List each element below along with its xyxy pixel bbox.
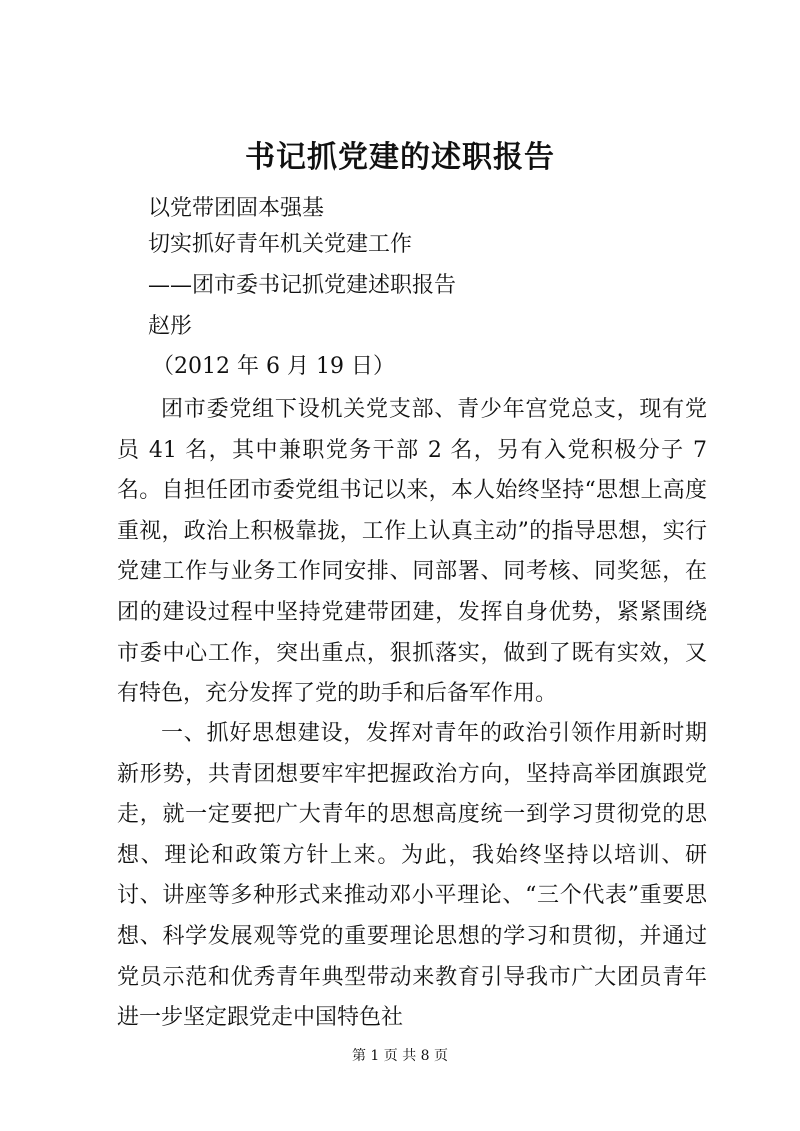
body-paragraph-2: 一、抓好思想建设，发挥对青年的政治引领作用新时期新形势，共青团想要牢牢把握政治方向，坚持高举团旗跟党走，就一定要把广大青年的思想高度统一到学习贯彻党的思想、理论和政策方针上来。为此，我始终坚持以培训、研讨、讲座等多种形式来推动邓小平理论、“三个代表”重要思想、科学发展观等党的重要理论思想的学习和贯彻，并通过党员示范和优秀青年典型带动来教育引导我市广大团员青年进一步坚定跟党走中国特色社 — [117, 721, 707, 1031]
document-title: 书记抓党建的述职报告 — [245, 140, 555, 175]
page-indicator: 第 1 页 共 8 页 — [351, 1048, 449, 1064]
report-date: （2012 年 6 月 19 日） — [152, 354, 395, 379]
subtitle-line-1: 以党带团固本强基 — [148, 196, 325, 221]
subtitle-line-2: 切实抓好青年机关党建工作 — [148, 232, 413, 257]
body-paragraph-1: 团市委党组下设机关党支部、青少年宫党总支，现有党员 41 名，其中兼职党务干部 2 名，另有入党积极分子 7 名。自担任团市委党组书记以来，本人始终坚持“思想上高度重视，政治上积极靠拢，工作上认真主动”的指导思想，实行党建工作与业务工作同安排、同部署、同考核、同奖惩，在团的建设过程中坚持党建带团建，发挥自身优势，紧紧围绕市委中心工作，突出重点，狠抓落实，做到了既有实效，又有特色，充分发挥了党的助手和后备军作用。 — [117, 397, 707, 707]
author-name: 赵彤 — [148, 314, 193, 339]
subtitle-line-3: ——团市委书记抓党建述职报告 — [148, 273, 457, 298]
